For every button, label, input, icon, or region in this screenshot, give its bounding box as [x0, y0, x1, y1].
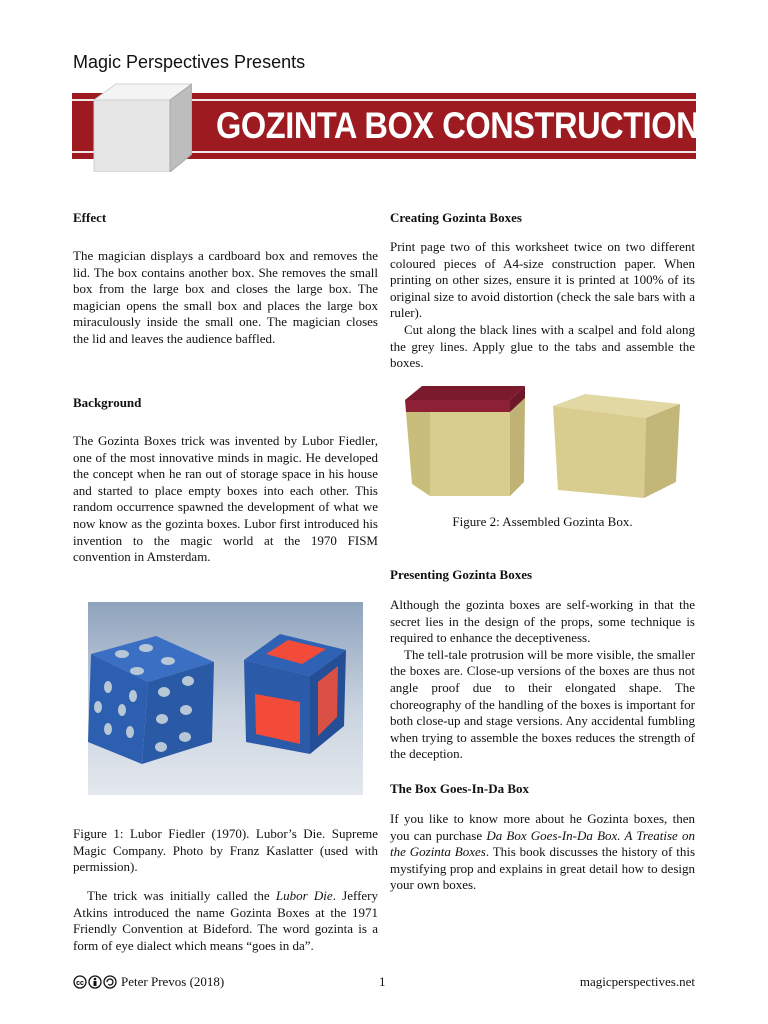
creating-paragraph-1: Print page two of this worksheet twice on two different coloured pieces of A4-size construction paper. When printing on other sizes, ensure it is printed at 100% of its original size to avoid distortion (check the sale bars with a ruler). [390, 239, 695, 321]
page-number: 1 [379, 974, 386, 989]
goes-text-before: If you like to know more about he Gozinta boxes, then you can purchase [390, 811, 695, 843]
figure1-dice-photo [88, 602, 363, 795]
footer-website-link[interactable]: magicperspectives.net [579, 974, 695, 989]
figure1-caption: Figure 1: Lubor Fiedler (1970). Lubor’s Die. Supreme Magic Company. Photo by Franz Kaslatter (used with permission). [73, 826, 378, 875]
presenting-paragraphs [390, 597, 695, 763]
trick-text-after: . Jeffery Atkins introduced the name Gozinta Boxes at the 1971 Friendly Convention at Bideford. The word gozinta is a form of eye dialect which means “goes in da”. [73, 888, 379, 953]
presenting-heading: Presenting Gozinta Boxes [390, 567, 533, 582]
cc-by-sa-license-icon[interactable] [73, 975, 117, 989]
presenting-paragraph-1: Although the gozinta boxes are self-working in that the secret lies in the design of the props, some technique is required to enhance the deceptiveness. [390, 597, 695, 646]
lubor-die-italic: Lubor Die [275, 888, 333, 903]
svg-text:cc: cc [76, 980, 84, 987]
figure2-caption: Figure 2: Assembled Gozinta Box. [452, 514, 633, 529]
presenting-paragraph-2: The tell-tale protrusion will be more visible, the smaller the boxes are. Close-up versions of the boxes are thus not angle proof due to their elongated shape. The choreography of the handling of the boxes is important for both close-up and stage versions. Any accidental fumbling when trying to assemble the boxes reduces the strength of the deception. [390, 646, 695, 762]
effect-paragraph: The magician displays a cardboard box and removes the lid. The box contains another box. She removes the small box from the large box and closes the large box. The magician opens the small box and places the large box miraculously inside the small one. The magician closes the lid and leaves the audience baffled. [73, 248, 378, 346]
effect-heading: Effect [73, 210, 107, 225]
book-title-italic: Da Box Goes-In-Da Box. A Treatise on the Gozinta Boxes [390, 827, 695, 860]
creating-heading: Creating Gozinta Boxes [390, 210, 522, 225]
white-cube-logo [86, 82, 192, 172]
background-heading: Background [73, 395, 142, 410]
presents-heading: Magic Perspectives Presents [73, 52, 306, 72]
banner-title: GOZINTA BOX CONSTRUCTION KIT [216, 105, 759, 146]
background-paragraph: The Gozinta Boxes trick was invented by Lubor Fiedler, one of the most innovative minds in magic. He developed the concept when he ran out of storage space in his house and started to place empty boxes into each other. This random occurrence spawned the development of what we now know as the gozinta boxes. Lubor first introduced his invention to the magic world at the 1970 FISM convention in Amsterdam. [73, 433, 378, 565]
trick-text-before: The trick was initially called the [87, 888, 276, 903]
page-footer [73, 974, 695, 992]
creating-paragraph-2: Cut along the black lines with a scalpel and fold along the grey lines. Apply glue to the tabs and assemble the boxes. [390, 321, 695, 371]
goes-paragraph [390, 811, 695, 894]
trick-paragraph [73, 888, 378, 954]
goes-text-after: . This book discusses the history of this mystifying prop and explains in great detail how to design your own boxes. [390, 844, 696, 893]
creating-paragraphs [390, 239, 695, 372]
goes-heading: The Box Goes-In-Da Box [390, 781, 530, 796]
footer-author: Peter Prevos (2018) [121, 974, 225, 989]
figure2-assembled-boxes-photo [400, 378, 688, 504]
